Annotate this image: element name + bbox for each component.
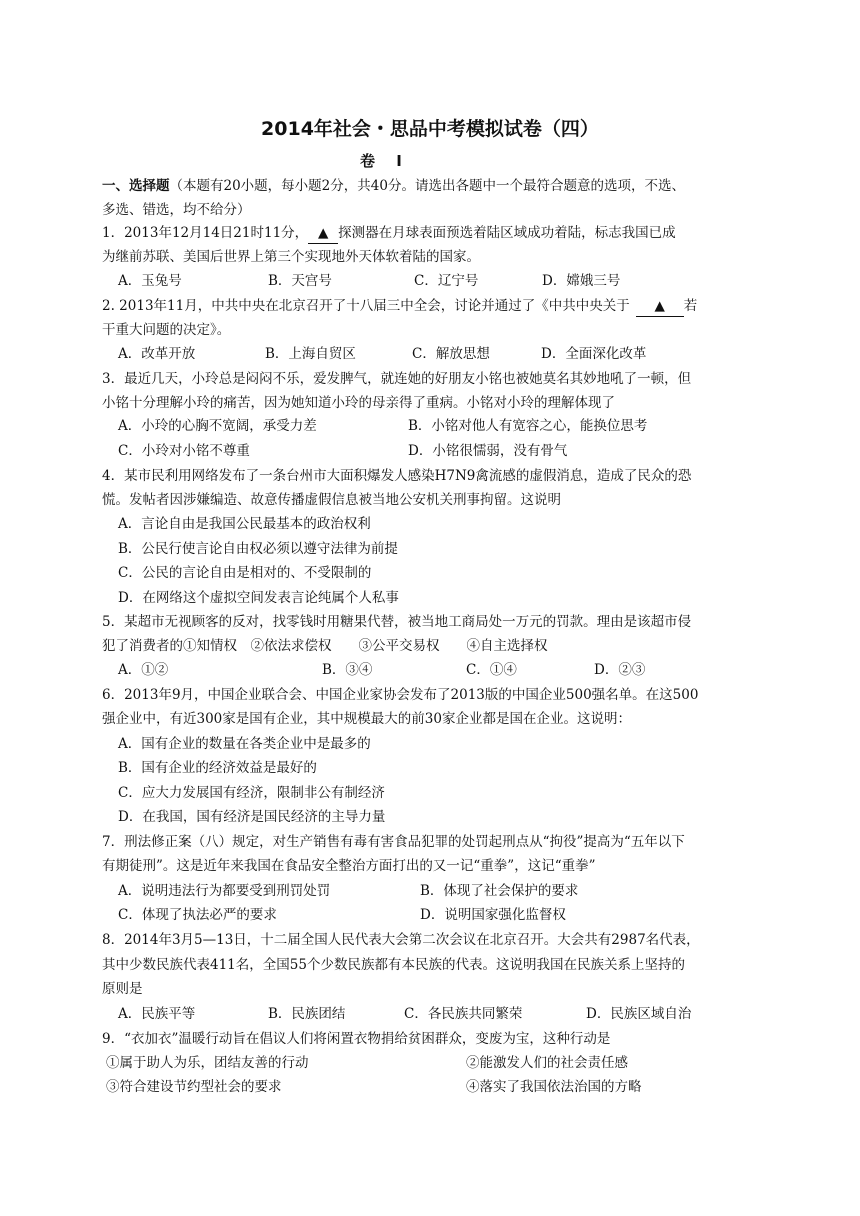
question-9: 9．“衣加衣”温暖行动旨在倡议人们将闲置衣物捐给贫困群众，变废为宝，这种行动是 xyxy=(102,1031,611,1047)
q3-option-d: D．小铭很懦弱，没有骨气 xyxy=(408,443,568,459)
q2-option-b: B．上海自贸区 xyxy=(265,346,356,362)
section-heading: 一、选择题 xyxy=(102,178,170,194)
answer-blank: ▲ xyxy=(636,296,684,317)
question-8: 8．2014年3月5—13日，十二届全国人民代表大会第二次会议在北京召开。大会共有2987名代表， xyxy=(102,932,700,948)
q3-option-b: B．小铭对他人有宽容之心，能换位思考 xyxy=(408,418,648,434)
question-7-cont: 有期徒刑”。这是近年来我国在食品安全整治方面打出的又一记“重拳”，这记“重拳” xyxy=(102,858,596,874)
q3-option-c: C．小玲对小铭不尊重 xyxy=(118,443,250,459)
section-instruction: 一、选择题（本题有20小题，每小题2分，共40分。请选出各题中一个最符合题意的选项，不选、 xyxy=(102,178,685,194)
question-2-cont: 干重大问题的决定》。 xyxy=(102,322,231,338)
question-3-cont: 小铭十分理解小玲的痛苦，因为她知道小玲的母亲得了重病。小铭对小玲的理解体现了 xyxy=(102,395,615,411)
q7-option-b: B．体现了社会保护的要求 xyxy=(420,883,579,899)
q1-option-a: A．玉兔号 xyxy=(118,273,182,289)
q4-option-d: D．在网络这个虚拟空间发表言论纯属个人私事 xyxy=(118,590,399,606)
question-7: 7．刑法修正案（八）规定，对生产销售有毒有害食品犯罪的处罚起刑点从“拘役”提高为“五年以下 xyxy=(102,834,685,850)
q5-option-a: A．①② xyxy=(118,662,169,678)
q3-option-a: A．小玲的心胸不宽阔，承受力差 xyxy=(118,418,317,434)
q6-option-d: D．在我国，国有经济是国民经济的主导力量 xyxy=(118,809,386,825)
q6-option-a: A．国有企业的数量在各类企业中是最多的 xyxy=(118,736,371,752)
q7-option-c: C．体现了执法必严的要求 xyxy=(118,907,277,923)
q9-statement-4: ④落实了我国依法治国的方略 xyxy=(466,1079,642,1095)
q4-option-a: A．言论自由是我国公民最基本的政治权利 xyxy=(118,516,371,532)
q9-statement-2: ②能激发人们的社会责任感 xyxy=(466,1055,628,1071)
answer-blank: ▲ xyxy=(308,223,338,244)
q8-option-b: B．民族团结 xyxy=(268,1006,346,1022)
question-3: 3．最近几天，小玲总是闷闷不乐，爱发脾气，就连她的好朋友小铭也被她莫名其妙地吼了一顿，但 xyxy=(102,371,692,387)
q2-option-c: C．解放思想 xyxy=(412,346,490,362)
section-instruction-cont: 多选、错选，均不给分） xyxy=(102,202,251,218)
question-5: 5．某超市无视顾客的反对，找零钱时用糖果代替，被当地工商局处一万元的罚款。理由是该超市侵 xyxy=(102,614,692,630)
q6-option-b: B．国有企业的经济效益是最好的 xyxy=(118,760,317,776)
question-6-cont: 强企业中，有近300家是国有企业，其中规模最大的前30家企业都是国在企业。这说明： xyxy=(102,711,631,727)
question-8-cont2: 原则是 xyxy=(102,981,143,997)
q5-option-b: B．③④ xyxy=(322,662,373,678)
q9-statement-1: ①属于助人为乐，团结友善的行动 xyxy=(106,1055,309,1071)
question-1: 1．2013年12月14日21时11分， ▲ 探测器在月球表面预选着陆区域成功着陆，标志我国已成 xyxy=(102,223,762,244)
question-1-cont: 为继前苏联、美国后世界上第三个实现地外天体软着陆的国家。 xyxy=(102,249,480,265)
page-title: 2014年社会・思品中考模拟试卷（四） xyxy=(261,118,599,140)
question-2: 2. 2013年11月，中共中央在北京召开了十八届三中全会，讨论并通过了《中共中央关于 ▲ 若 xyxy=(102,296,762,317)
q5-option-c: C．①④ xyxy=(466,662,517,678)
q4-option-c: C．公民的言论自由是相对的、不受限制的 xyxy=(118,565,372,581)
question-4-cont: 慌。发帖者因涉嫌编造、故意传播虚假信息被当地公安机关刑事拘留。这说明 xyxy=(102,492,561,508)
q8-option-c: C．各民族共同繁荣 xyxy=(404,1006,523,1022)
q2-option-d: D．全面深化改革 xyxy=(541,346,647,362)
q1-option-d: D．嫦娥三号 xyxy=(542,273,621,289)
q1-option-c: C．辽宁号 xyxy=(414,273,479,289)
q5-option-d: D．②③ xyxy=(594,662,646,678)
q6-option-c: C．应大力发展国有经济，限制非公有制经济 xyxy=(118,785,385,801)
volume-label: 卷 Ⅰ xyxy=(360,152,410,170)
question-4: 4．某市民利用网络发布了一条台州市大面积爆发人感染H7N9禽流感的虚假消息，造成了民众的恐 xyxy=(102,468,692,484)
q1-option-b: B．天宫号 xyxy=(268,273,332,289)
q8-option-d: D．民族区域自治 xyxy=(586,1006,692,1022)
q2-option-a: A．改革开放 xyxy=(118,346,196,362)
q8-option-a: A．民族平等 xyxy=(118,1006,196,1022)
question-6: 6．2013年9月，中国企业联合会、中国企业家协会发布了2013版的中国企业500强名单。在这500 xyxy=(102,687,699,703)
question-8-cont: 其中少数民族代表411名，全国55个少数民族都有本民族的代表。这说明我国在民族关系上坚持的 xyxy=(102,957,685,973)
q7-option-d: D．说明国家强化监督权 xyxy=(420,907,566,923)
question-5-cont: 犯了消费者的①知情权 ②依法求偿权 ③公平交易权 ④自主选择权 xyxy=(102,638,548,654)
q9-statement-3: ③符合建设节约型社会的要求 xyxy=(106,1079,282,1095)
q4-option-b: B．公民行使言论自由权必须以遵守法律为前提 xyxy=(118,541,398,557)
q7-option-a: A．说明违法行为都要受到刑罚处罚 xyxy=(118,883,331,899)
